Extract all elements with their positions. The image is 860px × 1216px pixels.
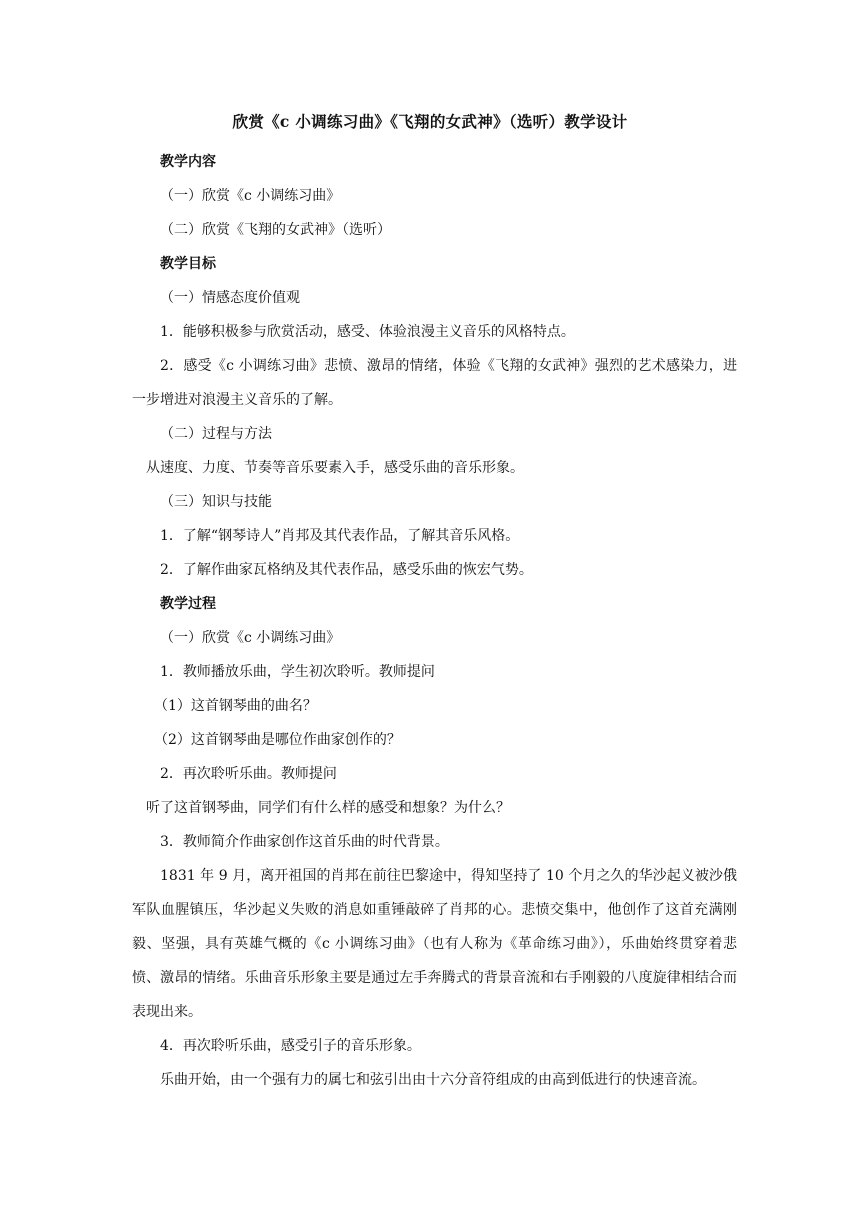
- section-heading-content: 教学内容: [160, 154, 216, 170]
- document-body: [132, 145, 737, 1097]
- section-heading-goals: 教学目标: [160, 256, 216, 272]
- goal-subheading-2: （二）过程与方法: [160, 426, 272, 442]
- goal-skill-2: 2．了解作曲家瓦格纳及其代表作品，感受乐曲的恢宏气势。: [160, 562, 533, 578]
- process-intro-paragraph: 乐曲开始，由一个强有力的属七和弦引出由十六分音符组成的由高到低进行的快速音流。: [160, 1072, 706, 1088]
- section-heading-process: 教学过程: [160, 596, 216, 612]
- process-step-4: 4．再次聆听乐曲，感受引子的音乐形象。: [160, 1038, 421, 1054]
- process-subheading-1: （一）欣赏《c 小调练习曲》: [160, 630, 341, 646]
- process-step-2: 2．再次聆听乐曲。教师提问: [160, 766, 337, 782]
- content-item-1: （一）欣赏《c 小调练习曲》: [160, 188, 341, 204]
- goal-method-text: 从速度、力度、节奏等音乐要素入手，感受乐曲的音乐形象。: [146, 460, 524, 476]
- process-background-paragraph: 1831 年 9 月，离开祖国的肖邦在前往巴黎途中，得知坚持了 10 个月之久的华沙起义被沙俄军队血腥镇压，华沙起义失败的消息如重锤敲碎了肖邦的心。悲愤交集中，他创作了这首充满刚毅、坚强，具有英雄气概的《c 小调练习曲》（也有人称为《革命练习曲》），乐曲始终贯穿着悲愤、激昂的情绪。乐曲音乐形象主要是通过左手奔腾式的背景音流和右手刚毅的八度旋律相结合而表现出来。: [132, 868, 737, 1020]
- document-title: 欣赏《c 小调练习曲》《飞翔的女武神》（选听）教学设计: [232, 112, 628, 131]
- goal-skill-1: 1．了解“钢琴诗人”肖邦及其代表作品，了解其音乐风格。: [160, 528, 520, 544]
- goal-subheading-1: （一）情感态度价值观: [160, 290, 300, 306]
- process-step-3: 3．教师简介作曲家创作这首乐曲的时代背景。: [160, 834, 449, 850]
- process-step-1: 1．教师播放乐曲，学生初次聆听。教师提问: [160, 664, 435, 680]
- goal-item-1: 1．能够积极参与欣赏活动，感受、体验浪漫主义音乐的风格特点。: [160, 324, 575, 340]
- goal-subheading-3: （三）知识与技能: [160, 494, 272, 510]
- process-question-1: （1）这首钢琴曲的曲名？: [154, 698, 317, 714]
- goal-item-2: 2．感受《c 小调练习曲》悲愤、激昂的情绪，体验《飞翔的女武神》强烈的艺术感染力，进一步增进对浪漫主义音乐的了解。: [132, 358, 737, 408]
- content-item-2: （二）欣赏《飞翔的女武神》（选听）: [160, 222, 391, 238]
- process-question-3: 听了这首钢琴曲，同学们有什么样的感受和想象？为什么？: [146, 800, 510, 816]
- process-question-2: （2）这首钢琴曲是哪位作曲家创作的？: [154, 732, 401, 748]
